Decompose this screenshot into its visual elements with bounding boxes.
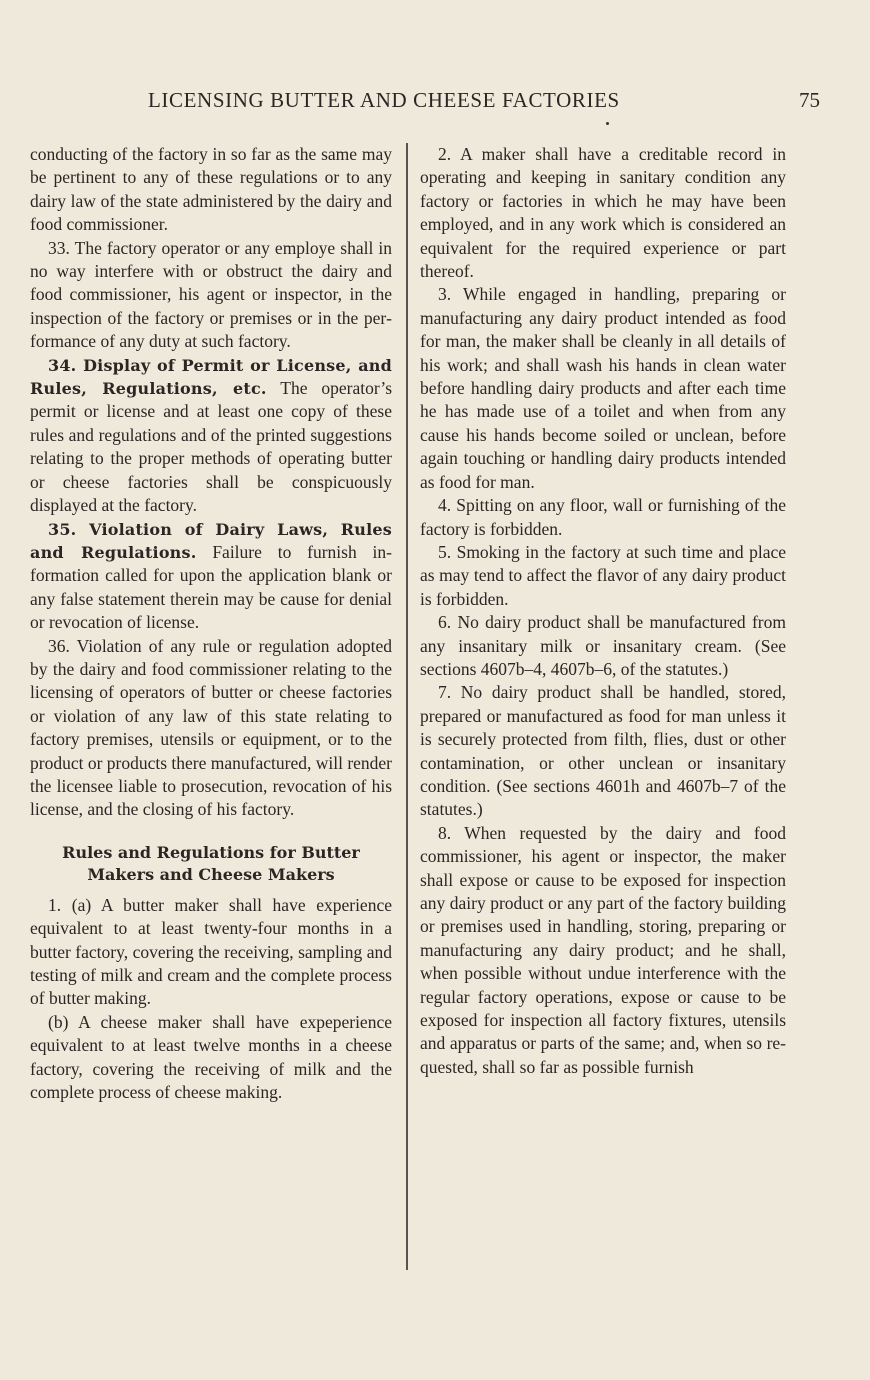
section-heading-line-2: Makers and Cheese Makers	[87, 864, 335, 884]
paragraph-33: 33. The factory operator or any employe shall in no way interfere with or obstruct the dairy and food commissioner, his agent or inspector, in the inspection of the factory or premises or in the performance of any duty at such factory.	[30, 237, 392, 352]
section-heading-line-1: Rules and Regulations for Butter	[62, 842, 360, 862]
paragraph-8: 8. When requested by the dairy and food commissioner, his agent or inspector, the maker shall expose or cause to be exposed for inspection any dairy product or any part of the factory building or premises used in handling, storing, preparing or manufacturing any dairy product; and he shall, when possible without undue interference with the regular factory operations, expose or cause to be exposed for inspection all factory fixtures, utensils and apparatus or parts of the same; and, when so requested, shall so far as possible furnish	[420, 822, 786, 1077]
paragraph-4: 4. Spitting on any floor, wall or furnishing of the factory is forbidden.	[420, 495, 786, 539]
paragraph-34-heading: 34. Display of Permit or License, and Rules, Regulations, etc.	[30, 355, 392, 399]
left-column	[30, 143, 392, 1104]
page-header	[30, 88, 820, 120]
paragraph-1a: 1. (a) A butter maker shall have experience equivalent to at least twenty-four months in a butter factory, covering the receiving, sampling and testing of milk and cream and the complete process of butter making.	[30, 894, 392, 1009]
paragraph-7: 7. No dairy product shall be handled, stored, prepared or manufactured as food for man unless it is securely protected from filth, flies, dust or other contamination, or other unclean or insanitary condition. (See sections 4601h and 4607b–7 of the statutes.)	[420, 682, 786, 820]
page-number: 75	[799, 88, 820, 112]
paragraph-continued: conducting of the factory in so far as the same may be pertinent to any of these regulations or to any dairy law of the state administered by the dairy and food commissioner.	[30, 144, 392, 235]
paragraph-35	[30, 518, 392, 635]
paragraph-6: 6. No dairy product shall be manufactured from any insanitary milk or insanitary cream. (See sections 4607b–4, 4607b–6, of the statutes.)	[420, 612, 786, 679]
paragraph-34	[30, 354, 392, 518]
paragraph-35-text: Failure to furnish information called for upon the application blank or any false statement therein may be cause for denial or revocation of license.	[30, 541, 392, 633]
paragraph-35-heading: 35. Violation of Dairy Laws, Rules and Regulations.	[30, 519, 392, 562]
paragraph-36: 36. Violation of any rule or regulation adopted by the dairy and food commissioner relating to the licensing of operators of butter or cheese factories or violation of any law of this state relating to factory premises, utensils or equipment, or to the product or products there manufactured, will render the licensee liable to prosecution, revocation of his license, and the closing of his factory.	[30, 635, 393, 820]
paragraph-1b: (b) A cheese maker shall have expeperience equivalent to at least twelve months in a cheese factory, covering the receiving of milk and the complete process of cheese making.	[30, 1011, 392, 1103]
running-title: LICENSING BUTTER AND CHEESE FACTORIES	[148, 88, 620, 112]
column-divider	[406, 143, 408, 1270]
paragraph-2: 2. A maker shall have a creditable record in operating and keeping in sanitary condition any factory or factories in which he may have been employed, and in any work which is considered an equivalent for the required experience or part thereof.	[420, 144, 786, 282]
paragraph-34-text: The operator’s permit or license and at least one copy of these rules and regulations and of the printed suggestions relating to the proper methods of operating butter or cheese factories shall be conspicuously displayed at the factory.	[30, 378, 393, 516]
print-speck	[606, 122, 609, 125]
right-column	[420, 143, 786, 1079]
paragraph-5: 5. Smoking in the factory at such time and place as may tend to affect the flavor of any dairy product is forbidden.	[420, 541, 786, 609]
section-heading	[30, 842, 392, 886]
paragraph-3: 3. While engaged in handling, preparing or manufacturing any dairy product intended as food for man, the maker shall be cleanly in all details of his work; and shall wash his hands in clean water before handling dairy products and after each time he has made use of a toilet and when from any cause his hands become soiled or unclean, before again touching or handling dairy products intended as food for man.	[420, 284, 786, 492]
